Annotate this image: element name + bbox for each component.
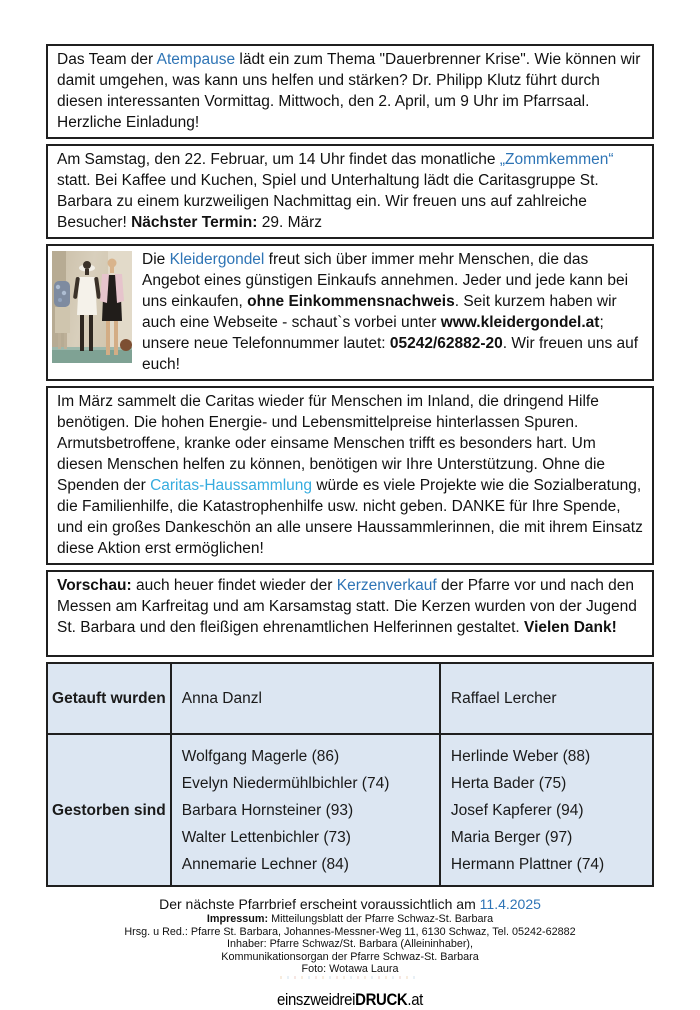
name-entry: Evelyn Niedermühlbichler (74) bbox=[181, 774, 390, 792]
shop-window-photo-illustration bbox=[52, 251, 132, 363]
caritas-haussammlung-link: Caritas-Haussammlung bbox=[150, 477, 313, 494]
name-entry: Wolfgang Magerle (86) bbox=[181, 747, 340, 765]
photo-credit-line: Foto: Wotawa Laura bbox=[301, 963, 399, 975]
organ-line: Kommunikationsorgan der Pfarre Schwaz-St. Barbara bbox=[221, 950, 479, 963]
print-registration-marks bbox=[280, 976, 420, 979]
footer bbox=[46, 896, 654, 976]
impressum-line bbox=[46, 913, 654, 926]
kleidergondel-link: Kleidergondel bbox=[169, 251, 265, 268]
deceased-names-col3 bbox=[440, 734, 653, 886]
table-row-deceased bbox=[47, 734, 653, 886]
text-segment: freut sich über immer mehr Menschen, die das Angebot eines günstigen Einkaufs annehmen. Jeder und jede kann bei uns einkaufen, bbox=[142, 251, 629, 310]
text-segment: Im März sammelt die Caritas wieder für Menschen im Inland, die dringend Hilfe benötigen. Die hohen Energie- und Lebensmittelpreise hinterlassen Spuren. Armutsbetroffene, kranke oder einsame Menschen trifft es besonders hart. Um diesen Menschen helfen zu können, benötigen wir Ihre Unterstützung. Ohne die Spenden der bbox=[57, 393, 606, 494]
print-logo-tld: .at bbox=[407, 989, 423, 1009]
name-entry: Raffael Lercher bbox=[450, 690, 557, 707]
text-segment: Nächster Termin: bbox=[131, 214, 258, 231]
baptized-header-cell: Getauft wurden bbox=[47, 663, 171, 734]
kleidergondel-text bbox=[142, 249, 646, 375]
name-entry: Josef Kapferer (94) bbox=[450, 801, 584, 819]
caritas-box bbox=[46, 386, 654, 565]
kerzenverkauf-link: Kerzenverkauf bbox=[336, 577, 437, 594]
text-segment: der Pfarre vor und nach den Messen am Karfreitag und am Karsamstag statt. Die Kerzen wurden von der Jugend St. Barbara und den fleißigen ehrenamtlichen Helferinnen gestaltet. bbox=[57, 577, 637, 636]
kleidergondel-phone: 05242/62882-20 bbox=[389, 335, 503, 352]
text-segment: statt. Bei Kaffee und Kuchen, Spiel und Unterhaltung lädt die Caritasgruppe St. Barbara zu einem kurzweiligen Nachmittag ein. Wir freuen uns auf zahlreiche Besucher! bbox=[57, 172, 599, 231]
text-segment: 29. März bbox=[257, 214, 323, 231]
text-segment: ; unsere neue Telefonnummer lautet: bbox=[142, 314, 604, 352]
kleidergondel-photo bbox=[52, 251, 132, 363]
text-segment: Das Team der bbox=[57, 51, 157, 68]
next-issue-line bbox=[46, 896, 654, 913]
zommkemmen-text bbox=[57, 151, 614, 231]
name-entry: Annemarie Lechner (84) bbox=[181, 855, 349, 873]
text-segment: Der nächste Pfarrbrief erscheint voraussichtlich am bbox=[159, 896, 480, 912]
name-entry: Herlinde Weber (88) bbox=[450, 747, 591, 765]
atempause-link: Atempause bbox=[156, 51, 236, 68]
text-segment: ohne Einkommensnachweis bbox=[247, 293, 455, 310]
text-segment: auch heuer findet wieder der bbox=[131, 577, 337, 594]
name-entry: Barbara Hornsteiner (93) bbox=[181, 801, 354, 819]
name-entry: Walter Lettenbichler (73) bbox=[181, 828, 351, 846]
text-segment: Vielen Dank! bbox=[524, 619, 617, 636]
vorschau-text bbox=[57, 577, 637, 636]
print-logo-druck: DRUCK bbox=[355, 989, 408, 1009]
sacraments-table bbox=[46, 662, 654, 887]
page-content bbox=[46, 44, 654, 1010]
zommkemmen-link: „Zommkemmen“ bbox=[499, 151, 614, 168]
text-segment: Mitteilungsblatt der Pfarre Schwaz-St. Barbara bbox=[268, 913, 494, 925]
text-segment: Die bbox=[142, 251, 170, 268]
text-segment: Vorschau: bbox=[57, 577, 132, 594]
name-entry: Maria Berger (97) bbox=[450, 828, 573, 846]
atempause-text bbox=[57, 51, 640, 131]
text-segment: lädt ein zum Thema "Dauerbrenner Krise". Wie können wir damit umgehen, was kann uns helfen und stärken? Dr. Philipp Klutz führt durch diesen interessanten Vormittag. Mittwoch, den 2. April, um 9 Uhr im Pfarrsaal. Herzliche Einladung! bbox=[57, 51, 641, 131]
text-segment: . Wir freuen uns auf euch! bbox=[142, 335, 639, 373]
text-segment: Am Samstag, den 22. Februar, um 14 Uhr findet das monatliche bbox=[57, 151, 500, 168]
print-shop-logo bbox=[82, 990, 617, 1010]
vorschau-box bbox=[46, 570, 654, 657]
text-segment: . Seit kurzem haben wir auch eine Webseite - schaut`s vorbei unter bbox=[142, 293, 617, 331]
caritas-text bbox=[57, 393, 643, 557]
owner-line: Inhaber: Pfarre Schwaz/St. Barbara (Alleininhaber), bbox=[226, 938, 474, 950]
name-entry: Hermann Plattner (74) bbox=[450, 855, 605, 873]
text-segment: Impressum: bbox=[206, 913, 269, 925]
zommkemmen-box bbox=[46, 144, 654, 239]
print-logo-prefix: einszweidrei bbox=[277, 989, 356, 1009]
table-row-baptized bbox=[47, 663, 653, 734]
atempause-box bbox=[46, 44, 654, 139]
next-issue-date: 11.4.2025 bbox=[479, 896, 541, 912]
baptized-names-col3 bbox=[440, 663, 653, 734]
deceased-names-col2 bbox=[171, 734, 440, 886]
baptized-names-col2 bbox=[171, 663, 440, 734]
publisher-line: Hrsg. u Red.: Pfarre St. Barbara, Johannes-Messner-Weg 11, 6130 Schwaz, Tel. 05242-62882 bbox=[124, 925, 576, 938]
kleidergondel-url: www.kleidergondel.at bbox=[440, 314, 600, 331]
kleidergondel-box bbox=[46, 244, 654, 381]
text-segment: würde es viele Projekte wie die Sozialberatung, die Familienhilfe, die Katastrophenhilfe usw. nicht geben. DANKE für Ihre Spende, und ein großes Dankeschön an alle unsere Haussammlerinnen, die mit ihrem Einsatz diese Aktion erst ermöglichen! bbox=[57, 477, 643, 557]
name-entry: Herta Bader (75) bbox=[450, 774, 567, 792]
name-entry: Anna Danzl bbox=[181, 690, 262, 707]
deceased-header-cell: Gestorben sind bbox=[47, 734, 171, 886]
